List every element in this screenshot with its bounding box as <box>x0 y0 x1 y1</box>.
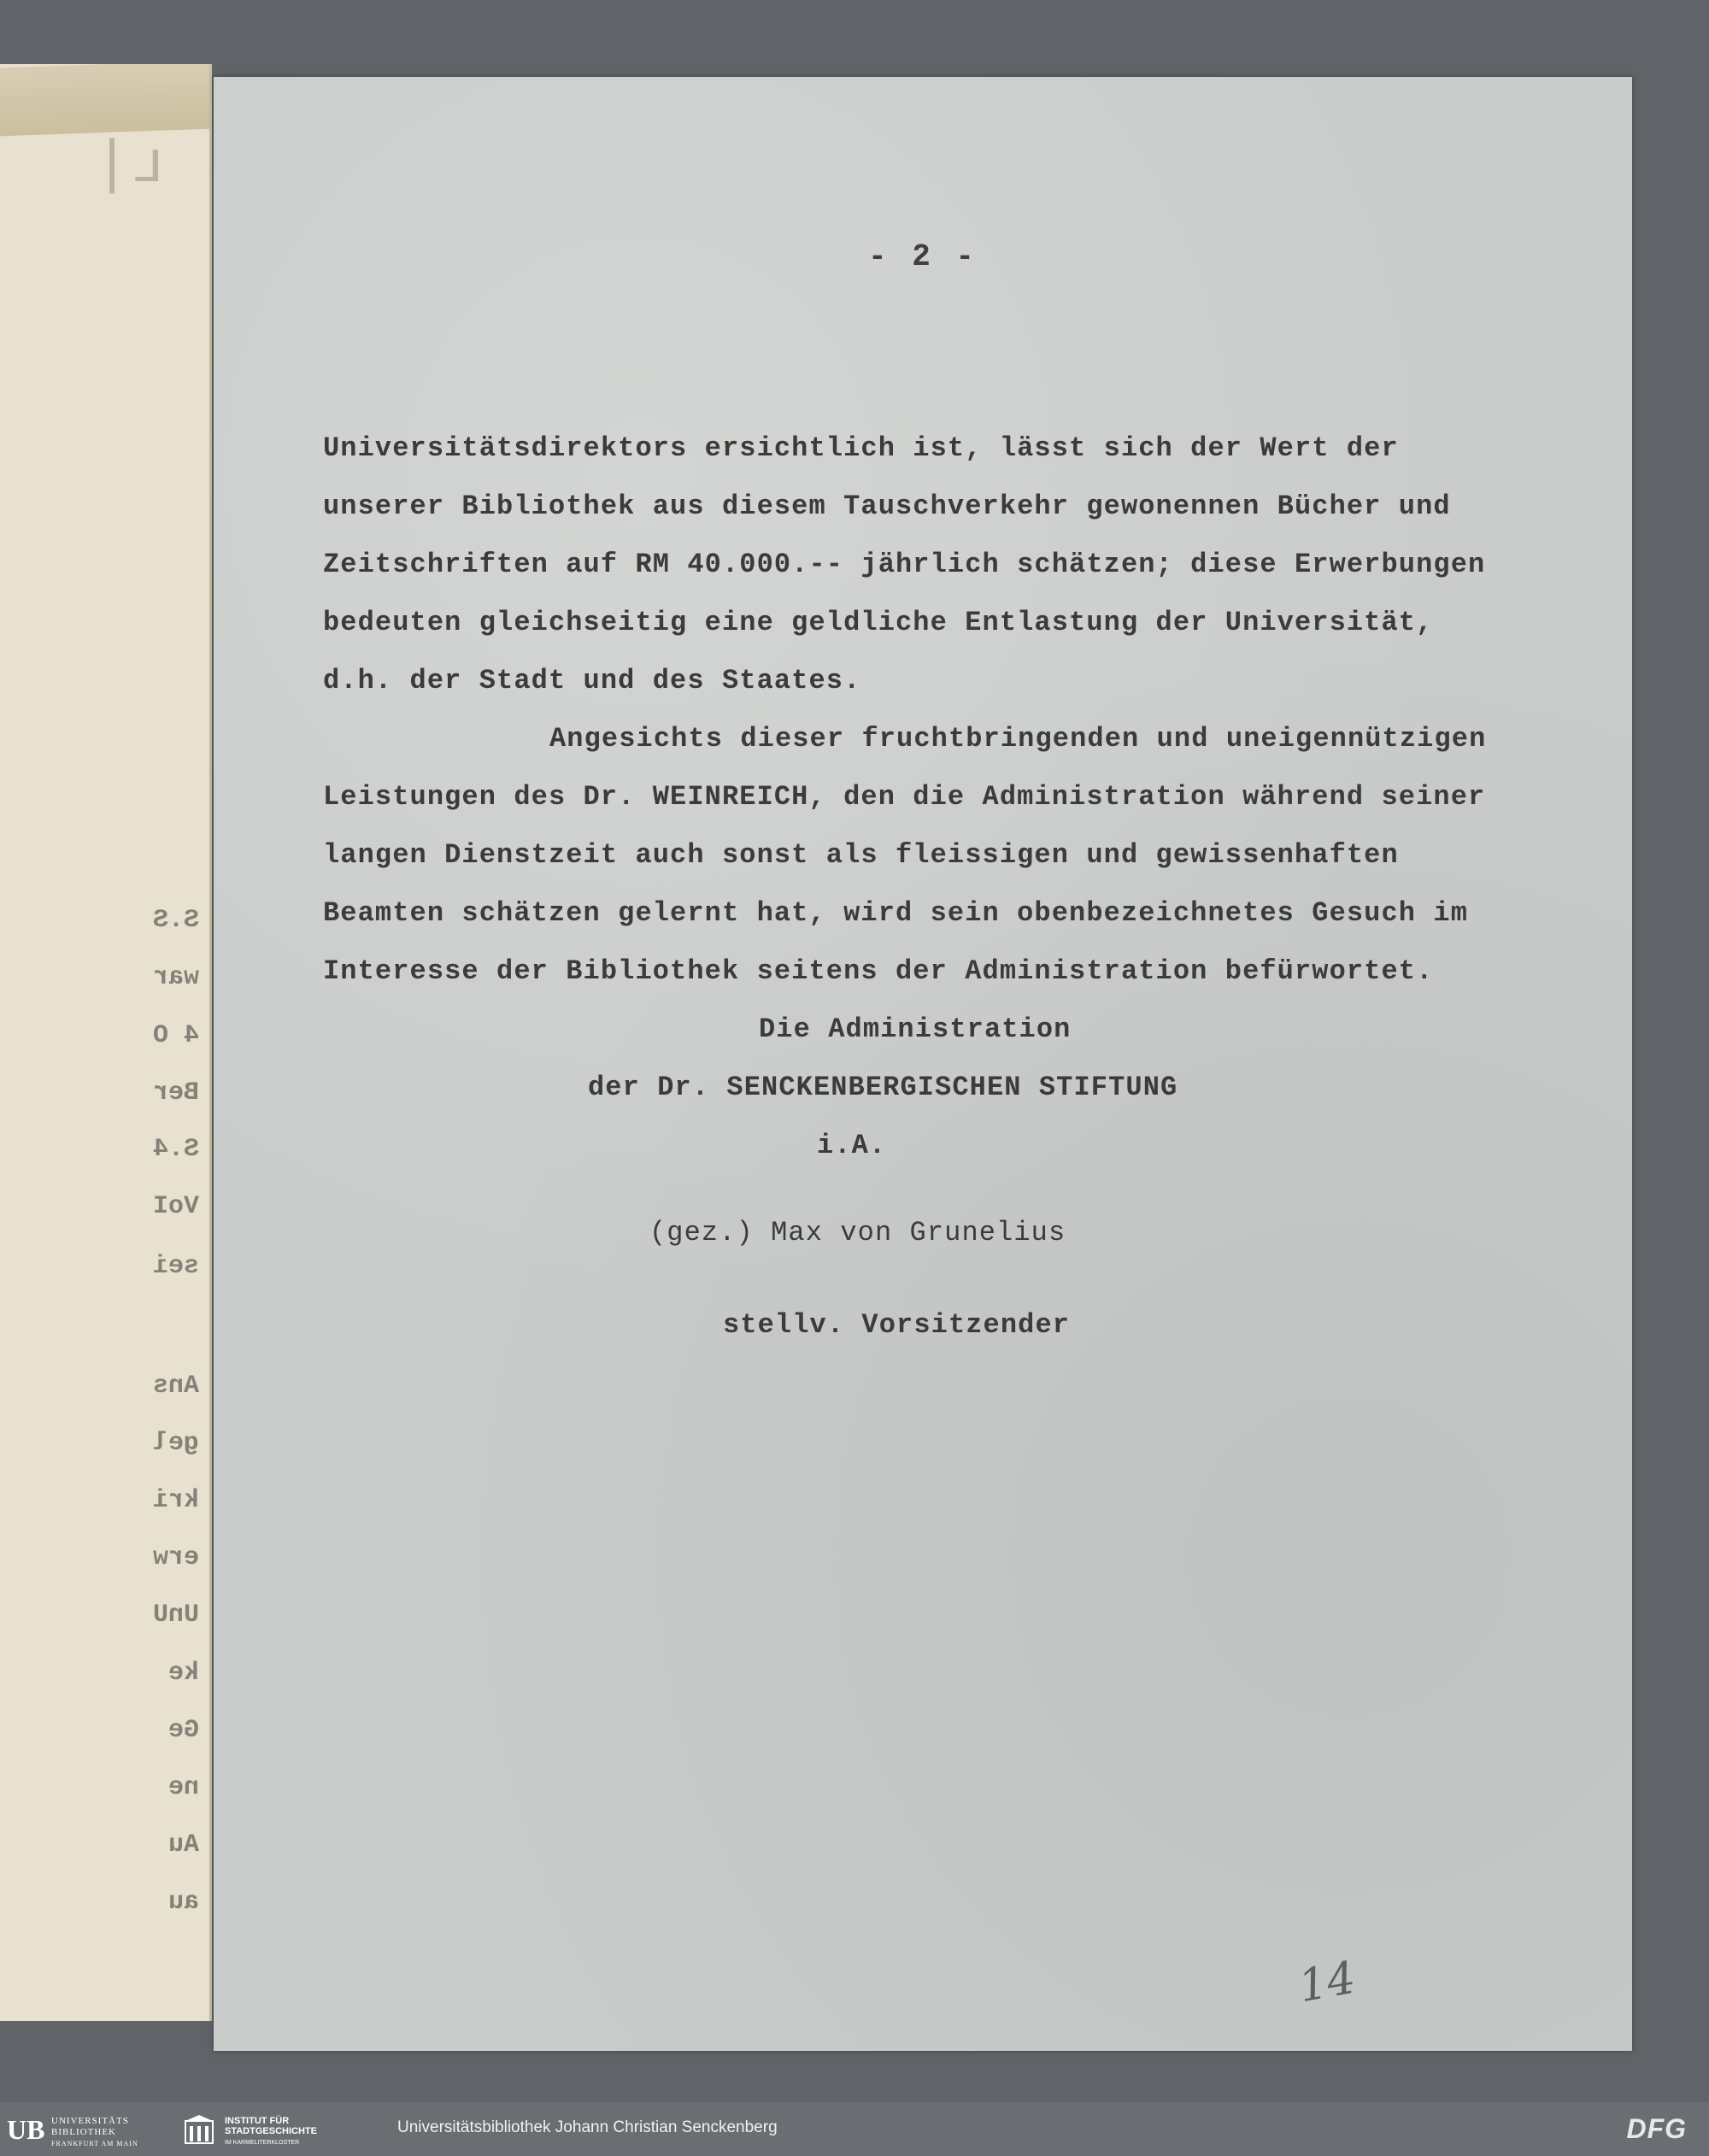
left-page-fragment: S.S <box>152 906 199 935</box>
page-number: - 2 - <box>867 239 978 274</box>
left-page-fragment: sei <box>152 1252 199 1281</box>
institute-logo-line: IM KARMELITERKLOSTER <box>225 2140 300 2146</box>
ub-logo-mark: UB <box>7 2114 45 2145</box>
signature-ia: i.A. <box>817 1130 887 1161</box>
body-line: Universitätsdirektors ersichtlich ist, lässt sich der Wert der <box>323 432 1399 464</box>
ub-logo-line: BIBLIOTHEK <box>51 2127 116 2137</box>
left-page-fragment: war <box>152 963 199 992</box>
left-page-mark: ʟ| <box>94 132 167 200</box>
institute-logo[interactable] <box>184 2114 355 2147</box>
institute-logo-text <box>225 2116 317 2148</box>
left-page-fragment: gel <box>152 1429 199 1458</box>
left-page-edge <box>0 64 212 2021</box>
body-line: Beamten schätzen gelernt hat, wird sein obenbezeichnetes Gesuch im <box>323 897 1469 929</box>
document-page <box>214 77 1632 2051</box>
left-page-fragment: UnU <box>152 1601 199 1630</box>
body-line: Interesse der Bibliothek seitens der Administration befürwortet. <box>323 955 1434 987</box>
institute-logo-line: INSTITUT FÜR <box>225 2116 290 2126</box>
institute-building-icon <box>184 2114 214 2145</box>
left-page-fragment: Au <box>167 1830 199 1859</box>
left-page-fragment: 4 O <box>152 1021 199 1050</box>
footer-bar <box>0 2102 1709 2156</box>
body-line: unserer Bibliothek aus diesem Tauschverkehr gewonennen Bücher und <box>323 491 1451 522</box>
body-line: langen Dienstzeit auch sonst als fleissigen und gewissenhaften <box>323 839 1399 871</box>
body-line: bedeuten gleichseitig eine geldliche Entlastung der Universität, <box>323 607 1434 638</box>
left-page-fragment: VoI <box>152 1192 199 1221</box>
signature-organization: Die Administration <box>759 1013 1072 1045</box>
dfg-logo[interactable]: DFG <box>1626 2113 1687 2144</box>
ub-library-logo[interactable] <box>7 2114 171 2147</box>
body-line: Leistungen des Dr. WEINREICH, den die Administration während seiner <box>323 781 1486 813</box>
left-page-fragment: erw <box>152 1543 199 1572</box>
left-page-fragment: Ge <box>167 1716 199 1745</box>
left-page-fragment: kri <box>152 1486 199 1515</box>
ub-logo-text <box>51 2116 138 2149</box>
left-page-fragment: Ans <box>152 1372 199 1401</box>
body-line: Angesichts dieser fruchtbringenden und uneigennützigen <box>549 723 1487 755</box>
institute-logo-line: STADTGESCHICHTE <box>225 2126 317 2136</box>
signature-foundation: der Dr. SENCKENBERGISCHEN STIFTUNG <box>588 1072 1178 1103</box>
signature-name: (gez.) Max von Grunelius <box>649 1217 1066 1248</box>
left-page-fragment: ke <box>167 1659 199 1688</box>
footer-library-name: Universitätsbibliothek Johann Christian Senckenberg <box>397 2118 778 2136</box>
signature-title: stellv. Vorsitzender <box>723 1309 1071 1341</box>
left-page-fragment: Ber <box>152 1078 199 1107</box>
left-page-fragment: au <box>167 1888 199 1917</box>
ub-logo-line: FRANKFURT AM MAIN <box>51 2140 138 2147</box>
ub-logo-line: UNIVERSITÄTS <box>51 2116 129 2126</box>
left-page-fragment: ne <box>167 1773 199 1802</box>
body-line: Zeitschriften auf RM 40.000.-- jährlich schätzen; diese Erwerbungen <box>323 549 1486 580</box>
left-page-fragment: S.4 <box>152 1135 199 1164</box>
body-line: d.h. der Stadt und des Staates. <box>323 665 861 696</box>
left-page-fold <box>0 64 212 136</box>
handwritten-folio-number: 14 <box>1295 1952 1360 2013</box>
